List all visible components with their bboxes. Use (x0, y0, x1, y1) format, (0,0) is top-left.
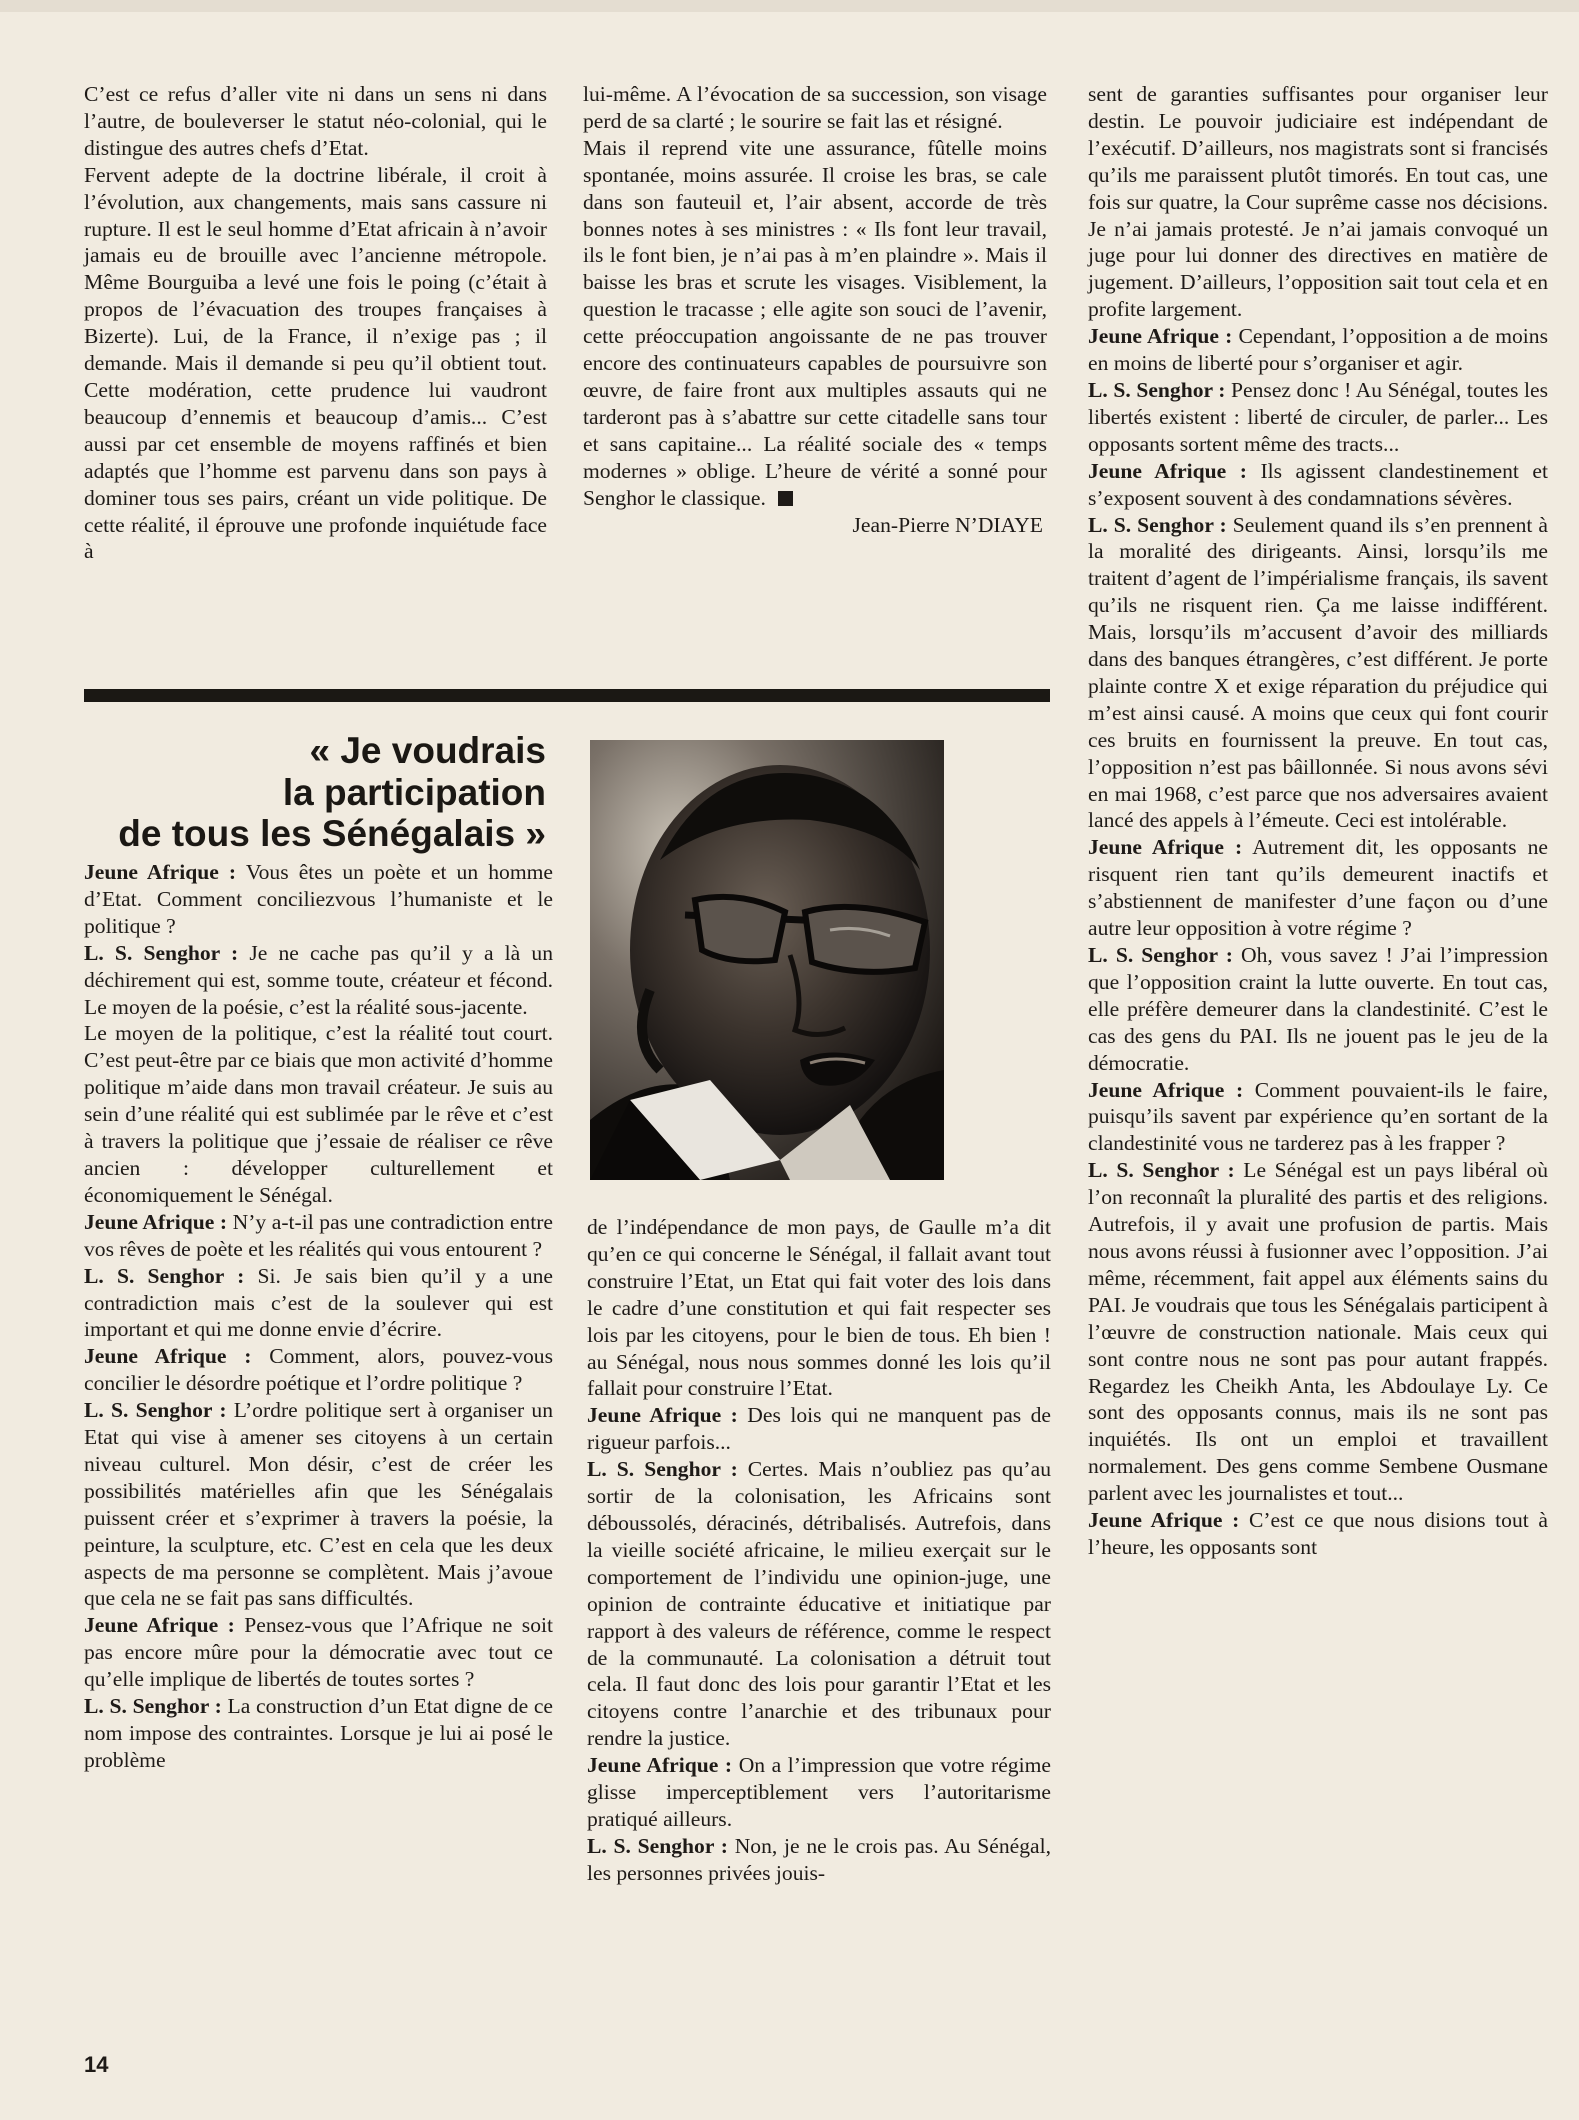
speaker-label: Jeune Afrique : (84, 1344, 252, 1369)
interview-paragraph: L. S. Senghor : L’ordre politique sert à organiser un Etat qui vise à amener ses citoyens à un certain niveau culturel. Mon désir, c’est de créer les possibilités matérielles afin que les Sénégalais puissent créer et s’exprimer à travers la poésie, la peinture, la sculpture, etc. C’est en cela que les deux aspects de ma personne se complètent. Mais j’avoue que cela ne se fait pas sans difficultés. (84, 1398, 554, 1611)
interview-paragraph: L. S. Senghor : Le Sénégal est un pays libéral où l’on reconnaît la pluralité des partis et des religions. Autrefois, il y avait une profusion de partis. Mais nous avons réussi à fusionner avec l’opposition. J’ai même, récemment, fait appel aux éléments sains du PAI. Je voudrais que tous les Sénégalais participent à l’œuvre de construction nationale. Mais ceux qui sont contre nous ne sont pas pour autant frappés. Regardez les Cheikh Anta, les Abdoulaye Ly. Ce sont des opposants connus, mais ils ne sont pas inquiétés. Ils ont un emploi et travaillent normalement. Des gens comme Sembene Ousmane parlent avec les journalistes et tout... (1088, 1158, 1549, 1506)
interview-paragraph: Jeune Afrique : Ils agissent clandestinement et s’exposent souvent à des condamnations sévères. (1088, 458, 1548, 510)
speaker-label: L. S. Senghor : (1088, 1158, 1235, 1183)
page-top-edge (0, 0, 1579, 12)
interview-paragraph: Jeune Afrique : Cependant, l’opposition a de moins en moins de liberté pour s’organiser et agir. (1088, 324, 1548, 376)
speaker-label: Jeune Afrique : (1088, 1508, 1240, 1533)
speaker-label: L. S. Senghor : (587, 1457, 738, 1482)
interview-paragraph: Jeune Afrique : On a l’impression que votre régime glisse imperceptiblement vers l’autoritarisme pratiqué ailleurs. (587, 1753, 1051, 1831)
interview-paragraph: Jeune Afrique : Des lois qui ne manquent pas de rigueur parfois... (587, 1403, 1052, 1455)
interview-paragraph: Jeune Afrique : Autrement dit, les opposants ne risquent rien tant qu’ils demeurent inactifs et s’abstiennent de manifester d’une façon ou d’une autre leur opposition à votre régime ? (1088, 835, 1548, 941)
interview-paragraph: L. S. Senghor : Non, je ne le crois pas. Au Sénégal, les personnes privées jouis- (587, 1833, 1051, 1885)
portrait-illustration (590, 740, 944, 1180)
speaker-label: Jeune Afrique : (84, 1209, 228, 1234)
speaker-label: L. S. Senghor : (84, 1398, 227, 1423)
interview-paragraph: L. S. Senghor : Je ne cache pas qu’il y a là un déchirement qui est, somme toute, créateur et fécond. Le moyen de la poésie, c’est la réalité sous-jacente. (84, 940, 553, 1019)
interview-paragraph: Jeune Afrique : N’y a-t-il pas une contradiction entre vos rêves de poète et les réalités qui vous entourent ? (84, 1209, 553, 1261)
headline-line: la participation (282, 771, 546, 813)
speaker-label: L. S. Senghor : (587, 1833, 728, 1858)
article-paragraph: Mais il reprend vite une assurance, fûtelle moins spontanée, moins assurée. Il croise les bras, se cale dans son fauteuil et, l’air absent, accorde de très bonnes notes à ses ministres : « Ils font leur travail, ils le font bien, je n’ai pas à m’en plaindre ». Mais il baisse les bras et scrute les visages. Visiblement, la question le tracasse ; elle agite son souci de l’avenir, cette préoccupation angoissante de ne pas trouver encore des continuateurs capables de poursuivre son œuvre, de faire front aux multiples assauts qui ne tarderont pas à s’abattre sur cette citadelle sans tour et sans capitaine... La réalité sociale des « temps modernes » oblige. L’heure de vérité a sonné pour Senghor le classique. (583, 135, 1047, 510)
interview-paragraph: L. S. Senghor : La construction d’un Etat digne de ce nom impose des contraintes. Lorsque je lui ai posé le problème (84, 1694, 553, 1772)
speaker-label: L. S. Senghor : (1088, 943, 1233, 967)
speaker-label: L. S. Senghor : (84, 1694, 222, 1719)
headline-line: « Je voudrais (309, 730, 546, 771)
speaker-label: Jeune Afrique : (84, 860, 237, 884)
speaker-label: Jeune Afrique : (587, 1753, 733, 1778)
interview-paragraph: Jeune Afrique : Pensez-vous que l’Afrique ne soit pas encore mûre pour la démocratie avec tout ce qu’elle implique de libertés de toutes sortes ? (84, 1613, 553, 1692)
end-of-article-mark (778, 491, 793, 506)
speaker-label: Jeune Afrique : (1088, 835, 1243, 860)
interview-paragraph: Jeune Afrique : Comment, alors, pouvez-vous concilier le désordre poétique et l’ordre politique ? (84, 1344, 553, 1396)
speaker-label: Jeune Afrique : (587, 1403, 738, 1428)
interview-paragraph: L. S. Senghor : Certes. Mais n’oubliez pas qu’au sortir de la colonisation, les Africains sont déboussolés, déracinés, détribalisés. Autrefois, dans la vieille société africaine, le milieu exerçait sur le comportement de l’individu une opinion-juge, une opinion de contrainte éducative et initiatique par rapport à des valeurs de référence, comme le respect de la communauté. La colonisation a détruit tout cela. Il faut donc des lois pour garantir l’Etat et les citoyens contre l’anarchie et des tribunaux pour rendre la justice. (587, 1457, 1051, 1751)
interview-paragraph: L. S. Senghor : Pensez donc ! Au Sénégal, toutes les libertés existent : liberté de circuler, de parler... Les opposants sortent même des tracts... (1088, 377, 1548, 456)
speaker-label: Jeune Afrique : (1088, 324, 1233, 349)
interview-paragraph: Jeune Afrique : Comment pouvaient-ils le faire, puisqu’ils savent par expérience qu’en sortant de la clandestinité vous ne tarderez pas à les frapper ? (1088, 1077, 1548, 1156)
speaker-label: Jeune Afrique : (84, 1613, 235, 1638)
interview-paragraph: L. S. Senghor : Seulement quand ils s’en prennent à la moralité des dirigeants. Ainsi, lorsqu’ils me traitent d’agent de l’impérialisme français, ils savent qu’ils ne risquent rien. Ça me laisse indifférent. Mais, lorsqu’ils m’accusent d’avoir des milliards dans des banques étrangères, c’est différent. Je porte plainte contre X et exige réparation du préjudice qui m’est ainsi causé. A moins que ceux qui font courir ces bruits en fournissent la preuve. En tout cas, l’opposition n’est pas bâillonnée. Si nous avons sévi en mai 1968, c’est parce que nos adversaires avaient lancé des appels à l’émeute. Ceci est intolérable. (1088, 512, 1548, 833)
portrait-photo (590, 740, 944, 1180)
speaker-label: L. S. Senghor : (84, 1263, 245, 1288)
interview-paragraph: sent de garanties suffisantes pour organiser leur destin. Le pouvoir judiciaire est indépendant de l’exécutif. D’ailleurs, nos magistrats sont si francisés qu’ils me paraissent plutôt timorés. En tout cas, une fois sur quatre, la Cour suprême casse nos décisions. Je n’ai jamais protesté. Je n’ai jamais convoqué un juge pour lui donner des directives en matière de jugement. D’ailleurs, l’opposition sait tout cela et en profite largement. (1088, 82, 1548, 322)
speaker-label: Jeune Afrique : (1088, 1077, 1244, 1102)
interview-paragraph: L. S. Senghor : Si. Je sais bien qu’il y a une contradiction mais c’est de la soulever qui est important et qui me donne envie d’écrire. (84, 1263, 553, 1342)
speaker-label: Jeune Afrique : (1088, 458, 1247, 483)
article-column-1 (84, 81, 547, 565)
article-paragraph: Fervent adepte de la doctrine libérale, il croit à l’évolution, aux changements, mais sans cassure ni rupture. Il est le seul homme d’Etat africain à n’avoir jamais eu de brouille avec l’ancienne métropole. Même Bourguiba a levé une fois le poing (c’était à propos de l’évacuation des troupes françaises à Bizerte). Lui, de la France, il n’exige pas ; il demande. Mais il demande si peu qu’il obtient tout. Cette modération, cette prudence lui vaudront beaucoup d’ennemis et beaucoup d’amis... C’est aussi par cet ensemble de moyens raffinés et bien adaptés que l’homme est parvenu dans son pays à dominer tous ses pairs, créant un vide politique. De cette réalité, il éprouve une profonde inquiétude face à (84, 162, 547, 564)
article-paragraph: C’est ce refus d’aller vite ni dans un sens ni dans l’autre, de bouleverser le statut néo-colonial, qui le distingue des autres chefs d’Etat. (84, 82, 547, 160)
article-column-2 (583, 81, 1047, 538)
speaker-label: L. S. Senghor : (84, 940, 239, 965)
interview-paragraph: de l’indépendance de mon pays, de Gaulle m’a dit qu’en ce qui concerne le Sénégal, il fallait avant tout construire l’Etat, un Etat qui fait voter des lois dans le cadre d’une constitution et qui fait respecter ses lois par les citoyens, pour le bien de tous. Eh bien ! au Sénégal, nous nous sommes donné les lois qu’il fallait pour construire l’Etat. (587, 1215, 1051, 1401)
page-number: 14 (84, 2052, 109, 2077)
interview-paragraph: L. S. Senghor : Oh, vous savez ! J’ai l’impression que l’opposition craint la lutte ouverte. En tout cas, elle préfère demeurer dans la clandestinité. C’est le cas des gens du PAI. Ils ne jouent pas le jeu de la démocratie. (1088, 943, 1549, 1075)
interview-column-3 (1088, 81, 1548, 1561)
speaker-label: L. S. Senghor : (1088, 377, 1226, 402)
author-signature: Jean-Pierre N’DIAYE (852, 512, 1043, 537)
speaker-label: L. S. Senghor : (1088, 512, 1227, 537)
headline-line: de tous les Sénégalais » (118, 813, 546, 854)
interview-paragraph: Le moyen de la politique, c’est la réalité tout court. C’est peut-être par ce biais que mon activité d’homme politique m’aide dans mon travail créateur. Je suis au sein d’une réalité qui est sublimée par le rêve et c’est à travers la politique que j’essaie de réaliser ce rêve ancien : développer culturellement et économiquement le Sénégal. (84, 1021, 553, 1207)
interview-column-1 (84, 859, 553, 1774)
section-divider-rule (84, 689, 1050, 702)
interview-column-2 (587, 1214, 1051, 1887)
interview-paragraph: Jeune Afrique : Vous êtes un poète et un homme d’Etat. Comment conciliezvous l’humaniste et le politique ? (84, 860, 553, 938)
interview-paragraph: Jeune Afrique : C’est ce que nous disions tout à l’heure, les opposants sont (1088, 1508, 1548, 1559)
article-paragraph: lui-même. A l’évocation de sa succession, son visage perd de sa clarté ; le sourire se fait las et résigné. (583, 82, 1047, 133)
interview-headline (84, 730, 546, 855)
